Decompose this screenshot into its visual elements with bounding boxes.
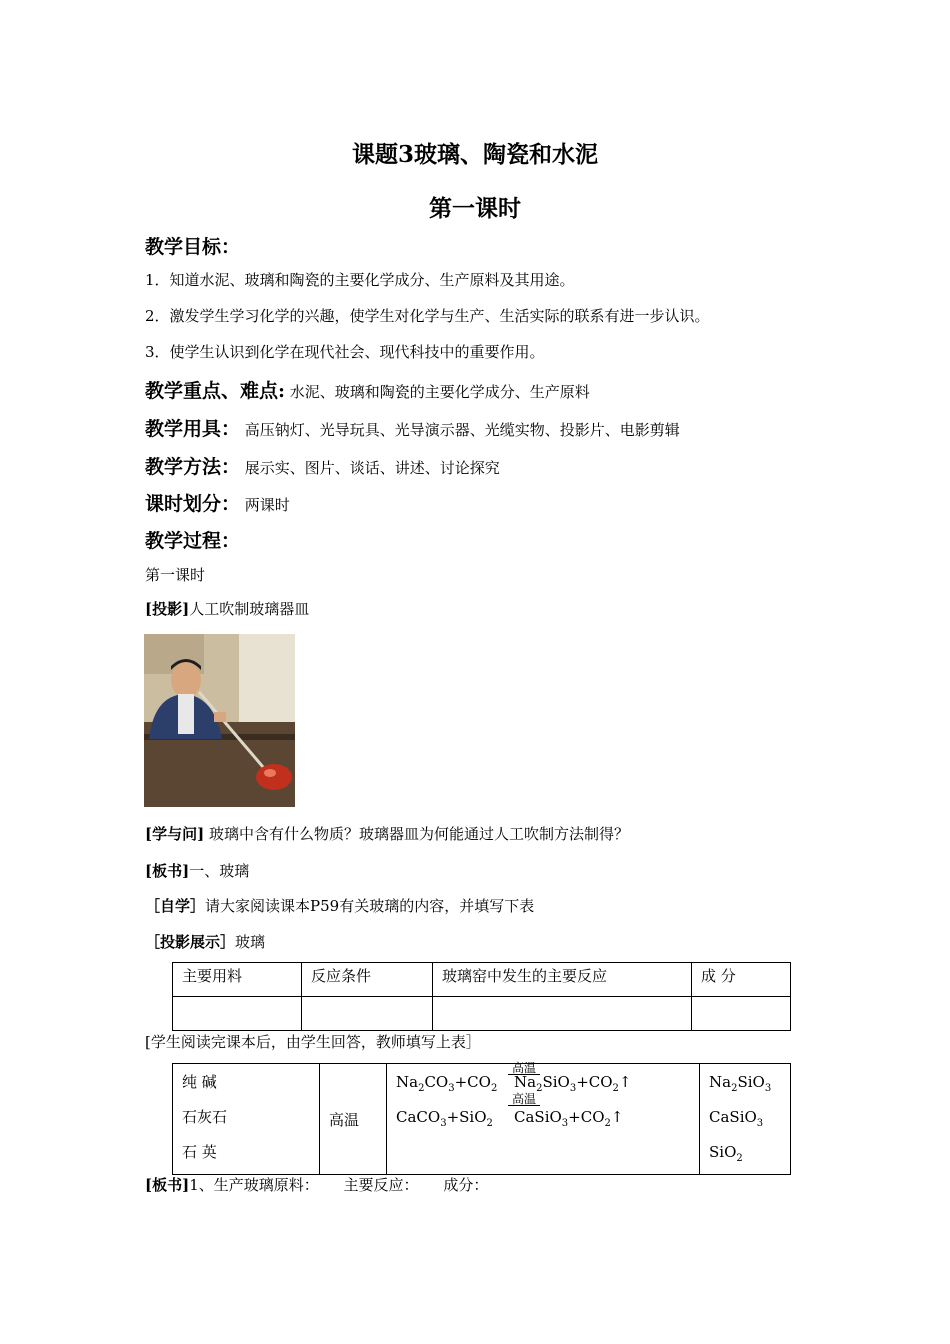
methods-label: 教学方法： [145,456,241,478]
board-text: 主要反应： [343,1176,419,1194]
component-item: SiO$_2$ [709,1143,743,1164]
projection-text: 人工吹制玻璃器皿 [189,600,310,618]
question-text: 玻璃中含有什么物质？玻璃器皿为何能通过人工吹制方法制得？ [208,825,629,843]
projection-tag: [投影] [145,600,190,618]
table-header-cell: 主要用料 [173,963,302,997]
material-item: 纯 碱 [182,1073,217,1091]
board-text: 成分： [443,1176,489,1194]
condition-cell: 高温 [320,1064,387,1175]
tools [145,414,680,441]
periods [145,489,290,516]
question-tag: [学与问] [145,825,205,843]
table-cell[interactable] [692,997,791,1031]
table-cell[interactable] [173,997,302,1031]
projection2-tag: ［投影展示］ [145,933,236,951]
table-cell[interactable] [302,997,433,1031]
question-line [145,823,629,844]
key-points-label: 教学重点、难点: [145,380,286,402]
reactions-cell [387,1061,700,1175]
projection2-text: 玻璃 [235,933,266,951]
periods-label: 课时划分： [145,493,241,515]
process-heading: 教学过程： [145,530,241,552]
table-row [173,1064,791,1175]
key-points-text: 水泥、玻璃和陶瓷的主要化学成分、生产原料 [289,383,590,401]
components-cell [700,1064,791,1175]
board-line-2 [145,1174,488,1195]
products: $CaSiO_3+CO_2↑$ [514,1108,624,1129]
material-item: 石 英 [182,1143,217,1161]
board-tag: [板书] [145,862,190,880]
reaction-equation [396,1061,690,1103]
glass-table-filled [172,1063,791,1175]
tools-text: 高压钠灯、光导玩具、光导演示器、光缆实物、投影片、电影剪辑 [244,421,680,439]
page-subtitle: 第一课时 [429,195,521,222]
component-item: CaSiO$_3$ [709,1108,764,1129]
reactants: CaCO$_3$+SiO$_2$ [396,1108,493,1129]
table-header-cell: 反应条件 [302,963,433,997]
glass-table-blank [172,962,791,1031]
glass-blowing-illustration [144,634,295,807]
table-row [173,997,791,1031]
methods [145,452,500,479]
objective-item: 1．知道水泥、玻璃和陶瓷的主要化学成分、生产原料及其用途。 [145,271,575,289]
board-text: 一、玻璃 [189,862,250,880]
methods-text: 展示实、图片、谈话、讲述、讨论探究 [244,459,500,477]
glass-blowing-photo [144,634,295,807]
selfstudy-tag: ［自学］ [145,897,206,915]
objectives-heading: 教学目标： [145,236,241,258]
material-item: 石灰石 [182,1108,228,1126]
objective-item: 3．使学生认识到化学在现代社会、现代科技中的重要作用。 [145,343,545,361]
note-line: [学生阅读完课本后，由学生回答，教师填写上表］ [145,1033,481,1051]
objective-item: 2．激发学生学习化学的兴趣，使学生对化学与生产、生活实际的联系有进一步认识。 [145,307,710,325]
materials-cell [173,1064,320,1175]
reactants: $Na_2CO_3+CO_2$ [396,1073,498,1094]
selfstudy-line [145,895,534,916]
tools-label: 教学用具： [145,418,241,440]
page-title: 课题3玻璃、陶瓷和水泥 [351,141,598,168]
products: $Na_2SiO_3+CO_2↑$ [514,1073,632,1094]
board-line-1 [145,860,249,881]
table-header-row [173,963,791,997]
table-header-cell: 成 分 [692,963,791,997]
first-period-label: 第一课时 [145,566,206,584]
board-tag: [板书] [145,1176,190,1194]
projection2-line [145,931,265,952]
projection-line [145,598,309,619]
board-text: 1、生产玻璃原料： [189,1176,319,1194]
reaction-condition: 高温 [508,1062,540,1075]
reaction-condition: 高温 [508,1093,540,1106]
selfstudy-text: 请大家阅读课本P59有关玻璃的内容，并填写下表 [205,897,535,915]
table-header-cell: 玻璃窑中发生的主要反应 [433,963,692,997]
component-item: $Na_2SiO_3$ [709,1073,772,1094]
periods-text: 两课时 [244,496,290,514]
reaction-equation [396,1092,690,1138]
key-points [145,376,590,403]
table-cell[interactable] [433,997,692,1031]
